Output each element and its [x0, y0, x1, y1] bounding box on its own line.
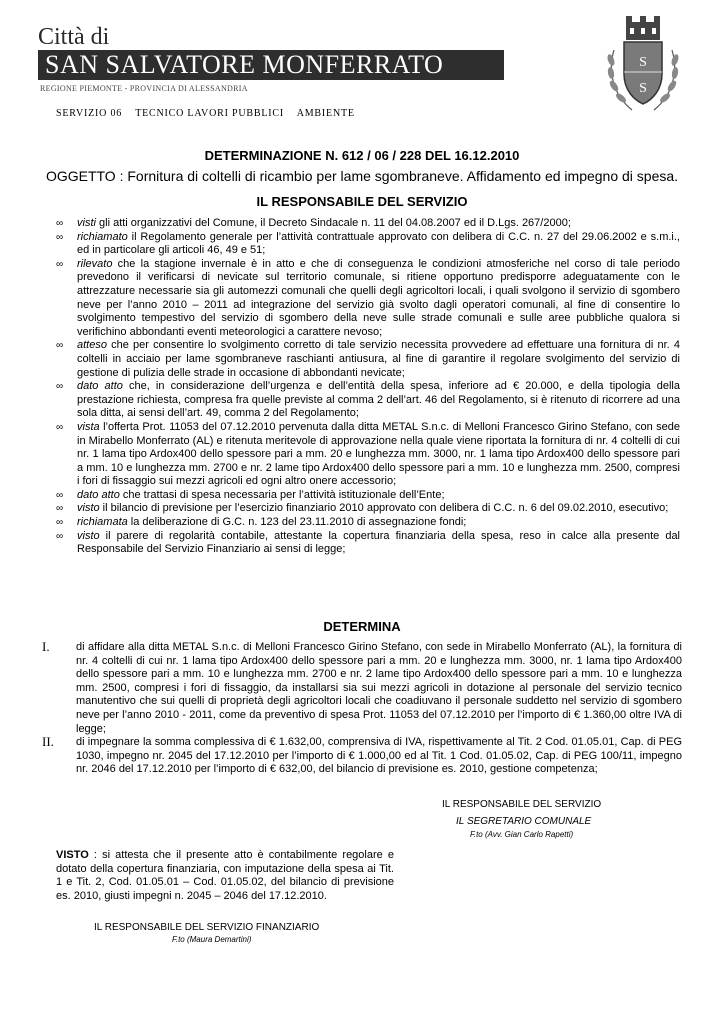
determination-title: DETERMINAZIONE N. 612 / 06 / 228 DEL 16.12.2010: [204, 148, 520, 163]
bullet-icon: ∞: [56, 340, 64, 352]
premise-text: che trattasi di spesa necessaria per l’attività istituzionale dell’Ente;: [119, 488, 445, 501]
bullet-icon: ∞: [56, 503, 64, 515]
premise-lead: visto: [77, 529, 100, 542]
premises-list: [56, 217, 680, 557]
premise-lead: atteso: [77, 339, 107, 352]
list-item: [42, 736, 682, 777]
signature-secretary-title: IL SEGRETARIO COMUNALE: [456, 816, 592, 827]
decision-number: II.: [42, 734, 54, 750]
premise-text: il parere di regolarità contabile, attestante la copertura finanziaria della spesa, reso in calce alla presente dal Responsabile del Servizio Finanziario ai sensi di legge;: [77, 529, 680, 556]
municipal-crest-icon: [600, 10, 686, 118]
list-item: [56, 217, 680, 231]
bullet-icon: ∞: [56, 381, 64, 393]
premise-text: il Regolamento generale per l’attività contrattuale approvato con delibera di C.C. n. 27 del 29.06.2002 e s.m.i., ed in particolare gli articoli 46, 49 e 51;: [77, 230, 680, 257]
premise-lead: vista: [77, 420, 100, 433]
signature-secretary-name: F.to (Avv. Gian Carlo Rapetti): [470, 830, 574, 839]
premise-text: la deliberazione di G.C. n. 123 del 23.11.2010 di assegnazione fondi;: [127, 516, 467, 529]
signature-finance-name: F.to (Maura Demartini): [172, 935, 252, 944]
premise-text: l’offerta Prot. 11053 del 07.12.2010 pervenuta dalla ditta METAL S.n.c. di Melloni Francesco Girino Stefano, con sede in Mirabello Monferrato (AL) e ritenuta meritevole di approvazione nella quale viene riportata la fornitura di nr. 4 coltelli di cui nr. 1 lama tipo Ardox400 dello spessore pari a mm. 20 e lunghezza mm. 3000, nr. 1 lama tipo Ardox400 dello spessore pari a mm. 10 e lunghezza mm. 2700 e nr. 2 lame tipo Ardox400 dello spessore pari a mm. 10 e lunghezza mm. 2500, compresi i fori di fissaggio sui mezzi agricoli ed ogni altro onere accessorio;: [77, 420, 680, 488]
service-office: TECNICO LAVORI PUBBLICI: [135, 108, 284, 119]
crest-letter-bottom: S: [639, 81, 647, 96]
service-number: SERVIZIO 06: [56, 108, 123, 119]
subject-line: OGGETTO : Fornitura di coltelli di ricambio per lame sgombraneve. Affidamento ed impegno di spesa.: [45, 168, 679, 184]
city-prefix: Città di: [38, 24, 110, 50]
bullet-icon: ∞: [56, 530, 64, 542]
premise-lead: richiamato: [77, 230, 128, 243]
list-item: [56, 258, 680, 340]
crest-letter-top: S: [639, 55, 647, 70]
region-line: REGIONE PIEMONTE - PROVINCIA DI ALESSANDRIA: [40, 84, 248, 93]
city-name: SAN SALVATORE MONFERRATO: [45, 50, 444, 79]
premise-text: gli atti organizzativi del Comune, il Decreto Sindacale n. 11 del 04.08.2007 ed il D.Lgs. 267/2000;: [95, 217, 571, 229]
list-item: [56, 530, 680, 557]
bullet-icon: ∞: [56, 218, 64, 229]
premise-lead: dato atto: [77, 380, 123, 393]
visa-lead: VISTO: [56, 849, 89, 861]
premise-lead: rilevato: [77, 257, 113, 270]
premise-lead: visti: [77, 217, 96, 229]
premise-text: che, in considerazione dell’urgenza e dell’entità della spesa, inferiore ad € 20.000, e della tipologia della prestazione richiesta, compresa fra quelle previste al comma 2 dell’art. 46 del Regolamento, si è ritenuto di ricorrere ad una sola ditta, ai sensi dell’art. 49, comma 2 del Regolamento;: [77, 380, 680, 420]
list-item: [56, 502, 680, 516]
decision-text: di impegnare la somma complessiva di € 1.632,00, comprensiva di IVA, rispettivamente al Tit. 2 Cod. 01.05.01, Cap. di PEG 1030, impegno nr. 2045 del 17.12.2010 per l’importo di € 1.000,00 ed al Tit. 1 Cod. 01.05.02, Cap. di PEG 100/11, impegno nr. 2046 del 17.12.2010 per l’importo di € 632,00, del bilancio di previsione es. 2010, gestione competenza;: [76, 736, 682, 776]
bullet-icon: ∞: [56, 421, 64, 433]
list-item: [56, 231, 680, 258]
signature-finance-title: IL RESPONSABILE DEL SERVIZIO FINANZIARIO: [94, 922, 320, 933]
bullet-icon: ∞: [56, 231, 64, 243]
bullet-icon: ∞: [56, 517, 64, 529]
bullet-icon: ∞: [56, 258, 64, 270]
visa-text: : si attesta che il presente atto è contabilmente regolare e dotato della copertura finanziaria, con imputazione della spesa ai Tit. 1 e Tit. 2, Cod. 01.05.01 – Cod. 01.05.02, del bilancio di previsione es. 2010, giusti impegni n. 2045 – 2046 del 17.12.2010.: [56, 849, 394, 902]
list-item: [56, 516, 680, 530]
premise-text: che per consentire lo svolgimento corretto di tale servizio necessita provvedere ad effettuare una fornitura di nr. 4 coltelli in acciaio per lame sgombraneve raschianti antiusura, al fine di garantire il regolare svolgimento del servizio di gestione di pulizia delle strade in occasione di abbondanti nevicate;: [77, 339, 680, 379]
list-item: [56, 421, 680, 489]
decision-text: di affidare alla ditta METAL S.n.c. di Melloni Francesco Girino Stefano, con sede in Mirabello Monferrato (AL), la fornitura di nr. 4 coltelli di cui nr. 1 lama tipo Ardox400 dello spessore pari a mm. 20 e lunghezza mm. 3000, nr. 1 lama tipo Ardox400 dello spessore pari a mm. 10 e lunghezza mm. 2700 e nr. 2 lame tipo Ardox400 dello spessore pari a mm. 10 e lunghezza mm. 2500, compresi i fori di fissaggio, da installarsi sia sui mezzi agricoli in dotazione al personale del servizio tecnico manutentivo che sui quelli di proprietà degli agricoltori locali che coadiuvano il personale suddetto nel servizio di sgombero neve per l’anno 2010 - 2011, come da preventivo di spesa Prot. 11053 del 07.12.2010 per l’importo di € 1.360,00 oltre IVA di legge;: [76, 641, 682, 735]
premise-text: il bilancio di previsione per l’esercizio finanziario 2010 approvato con delibera di C.C. n. 6 del 09.02.2010, esecutivo;: [99, 502, 669, 515]
decisions-list: [42, 641, 682, 777]
list-item: [42, 641, 682, 736]
premise-lead: dato atto: [77, 488, 120, 501]
list-item: [56, 489, 680, 503]
list-item: [56, 339, 680, 380]
premise-lead: richiamata: [77, 516, 128, 529]
bullet-icon: ∞: [56, 489, 64, 501]
premise-lead: visto: [77, 502, 100, 515]
service-area: AMBIENTE: [296, 108, 355, 119]
premise-text: che la stagione invernale è in atto e che di conseguenza le condizioni atmosferiche nel corso di tale periodo prevedono il verificarsi di nevicate sul territorio comunale, si ritiene opportuno predisporre adeguatamente con le attrezzature necessarie sia gli automezzi comunali che quelli degli agricoltori locali, i quali svolgono il servizio di sgombero neve per l’anno 2010 – 2011 ad integrazione del servizio già svolto dagli operatori comunali, al fine di consentire lo svolgimento tempestivo del servizio di sgombero della neve sulle strade comunali e sulle aree pubbliche qualora si verifichino abbondanti eventi meteorologici a carattere nevoso;: [77, 257, 680, 338]
accounting-visa: [56, 849, 394, 903]
decision-number: I.: [42, 639, 50, 654]
determina-heading: DETERMINA: [323, 619, 401, 634]
list-item: [56, 380, 680, 421]
signature-service-manager: IL RESPONSABILE DEL SERVIZIO: [442, 799, 602, 810]
responsible-heading: IL RESPONSABILE DEL SERVIZIO: [256, 194, 468, 209]
service-line: [56, 108, 365, 119]
